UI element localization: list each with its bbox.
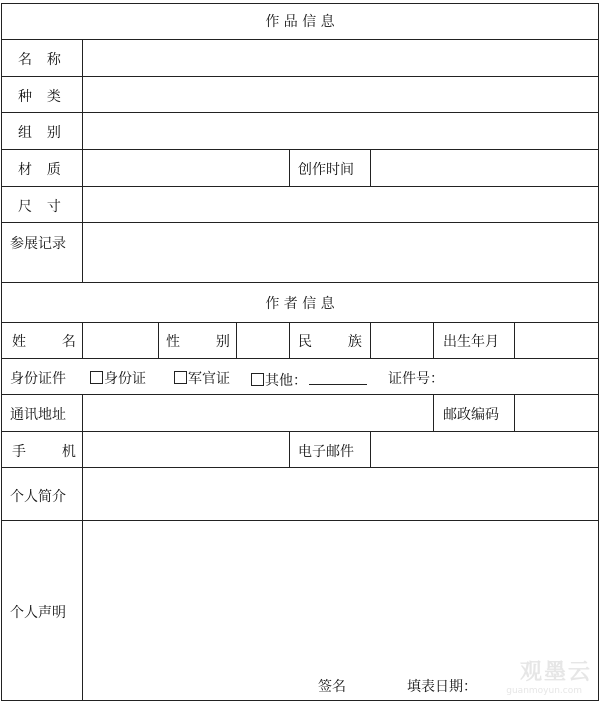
row-line (1, 222, 599, 223)
col-line (82, 394, 83, 701)
col-line (158, 322, 159, 358)
creation-time-label: 创作时间 (298, 162, 354, 178)
id-number-label: 证件号： (388, 371, 444, 387)
row-line (1, 394, 599, 395)
col-line (433, 394, 434, 431)
checkbox-other[interactable] (251, 373, 264, 386)
row-line (1, 282, 599, 283)
group-label: 组 别 (18, 125, 63, 141)
col-line (289, 431, 290, 467)
col-line (289, 322, 290, 358)
phone-label: 手 机 (12, 444, 85, 460)
date-label: 填表日期： (407, 679, 477, 695)
type-label: 种 类 (18, 89, 63, 105)
material-label: 材 质 (18, 162, 63, 178)
row-line (1, 112, 599, 113)
size-label: 尺 寸 (18, 199, 63, 215)
id-label: 身份证件 (10, 371, 66, 387)
work-info-title: 作 品 信 息 (265, 14, 335, 30)
col-line (433, 322, 434, 358)
row-line (1, 149, 599, 150)
row-line (1, 431, 599, 432)
row-line (1, 700, 599, 701)
gender-label: 性 别 (166, 334, 239, 350)
birth-label: 出生年月 (443, 334, 499, 350)
statement-label: 个人声明 (10, 605, 66, 621)
border-left (1, 3, 2, 701)
signature-label: 签名 (318, 679, 346, 695)
other-underline[interactable] (309, 371, 367, 385)
id-option-officer[interactable]: 军官证 (174, 371, 230, 387)
id-option-other[interactable]: 其他： (251, 371, 367, 389)
border-right (598, 3, 599, 701)
col-line (370, 149, 371, 186)
col-line (289, 149, 290, 186)
ethnicity-label: 民 族 (298, 334, 371, 350)
col-line (514, 322, 515, 358)
col-line (370, 431, 371, 467)
row-line (1, 3, 599, 4)
bio-label: 个人简介 (10, 489, 66, 505)
col-line (82, 39, 83, 282)
watermark-logo: 观墨云 (519, 660, 592, 685)
col-line (514, 394, 515, 431)
name-label: 名 称 (18, 52, 63, 68)
row-line (1, 186, 599, 187)
row-line (1, 39, 599, 40)
postcode-label: 邮政编码 (443, 407, 499, 423)
author-info-title: 作 者 信 息 (265, 296, 335, 312)
row-line (1, 520, 599, 521)
row-line (1, 467, 599, 468)
address-label: 通讯地址 (10, 407, 66, 423)
watermark-subtext: guanmoyun.com (506, 686, 582, 696)
email-label: 电子邮件 (298, 444, 354, 460)
exhibition-label: 参展记录 (10, 236, 66, 252)
row-line (1, 322, 599, 323)
row-line (1, 76, 599, 77)
row-line (1, 358, 599, 359)
checkbox-officer[interactable] (174, 371, 187, 384)
surname-label: 姓 名 (12, 334, 85, 350)
id-option-idcard[interactable]: 身份证 (90, 371, 146, 387)
checkbox-idcard[interactable] (90, 371, 103, 384)
